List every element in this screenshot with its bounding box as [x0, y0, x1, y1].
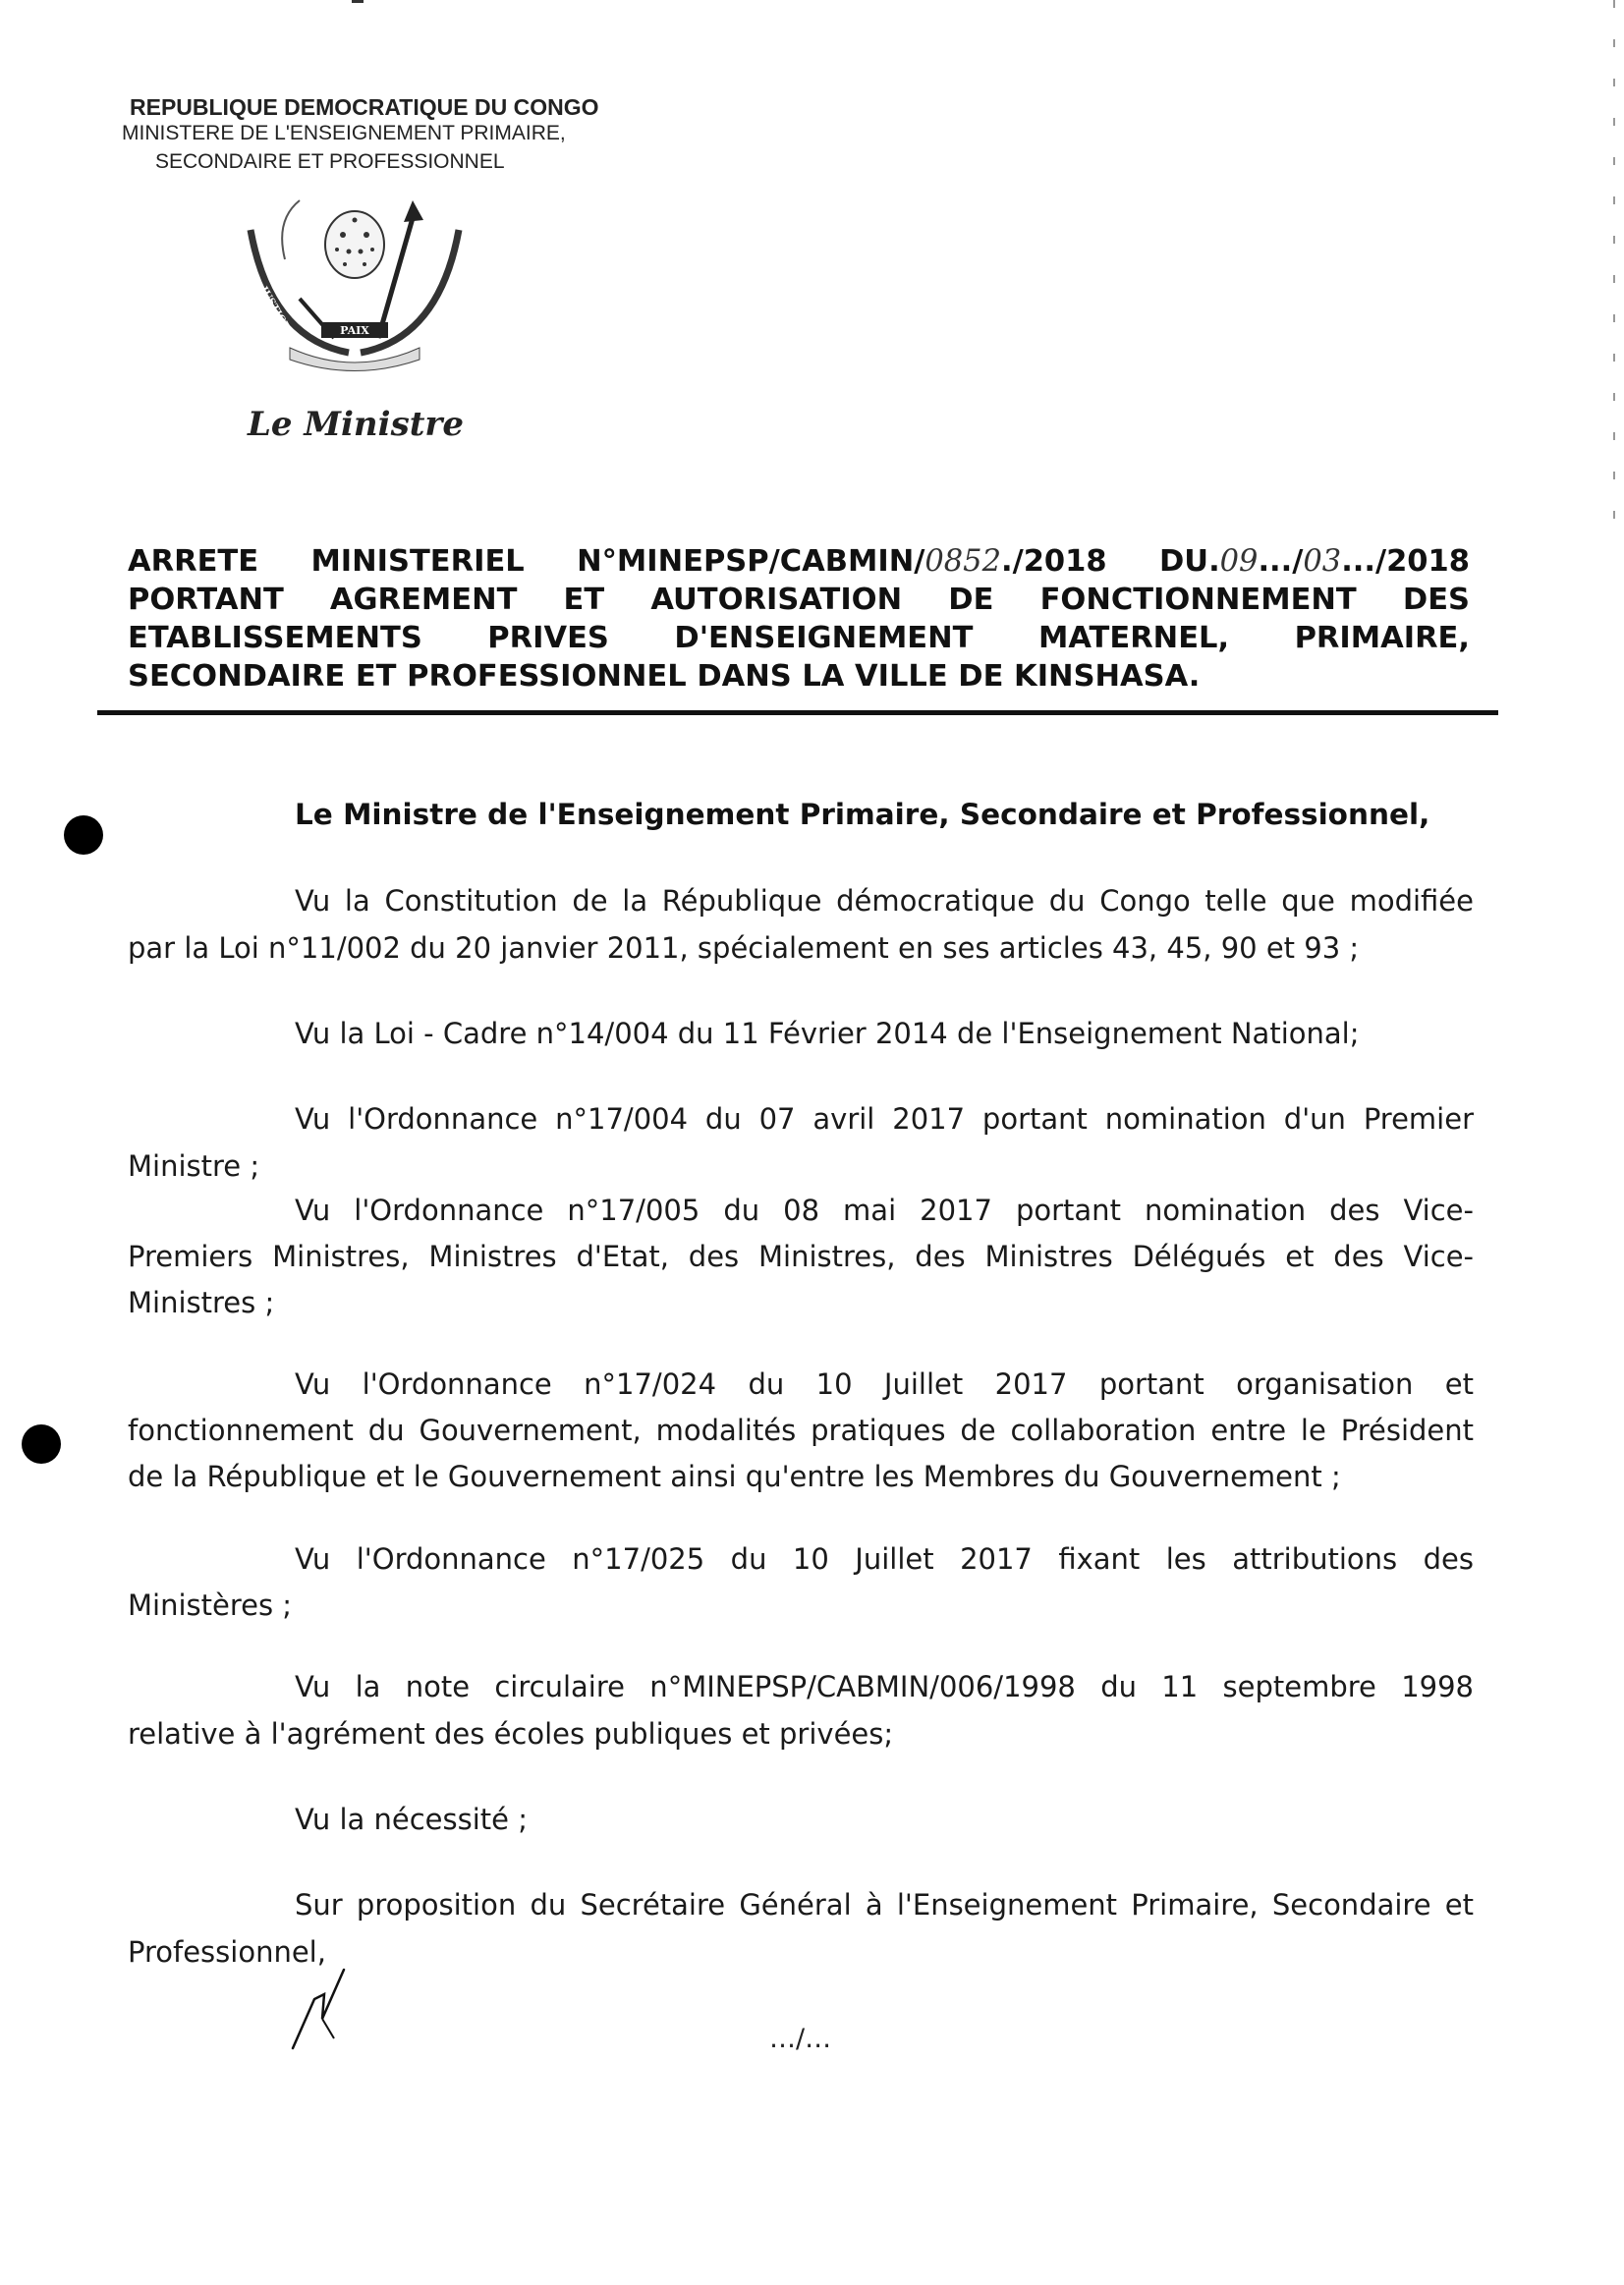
paragraph-line: relative à l'agrément des écoles publiques et privées;	[128, 1717, 894, 1751]
decree-word: FONCTIONNEMENT	[1039, 583, 1357, 617]
decree-word: D'ENSEIGNEMENT	[674, 621, 974, 655]
decree-word: MINISTERIEL	[310, 544, 525, 579]
paragraph-line: Vu l'Ordonnance n°17/024 du 10 Juillet 2017 portant organisation et	[295, 1367, 1474, 1401]
decree-title-line-3	[128, 621, 1470, 655]
paragraph-line: Vu la Constitution de la République démocratique du Congo telle que modifiée	[295, 884, 1474, 918]
decree-word: DES	[1402, 583, 1470, 617]
handwritten-initials	[285, 1945, 354, 2053]
header-ministry: MINISTERE DE L'ENSEIGNEMENT PRIMAIRE,	[122, 122, 566, 144]
emblem-motto-paix: PAIX	[340, 324, 369, 337]
paragraph-line: Vu l'Ordonnance n°17/025 du 10 Juillet 2017 fixant les attributions des	[295, 1542, 1474, 1576]
emblem-motto-travail: TRAVAIL	[425, 213, 460, 261]
subject-line: Le Ministre de l'Enseignement Primaire, Secondaire et Professionnel,	[295, 798, 1430, 831]
decree-number	[577, 544, 1107, 579]
paragraph-line: Vu l'Ordonnance n°17/004 du 07 avril 2017 portant nomination d'un Premier	[295, 1102, 1474, 1136]
header-ministry-cont: SECONDAIRE ET PROFESSIONNEL	[155, 150, 505, 173]
title-underline	[97, 710, 1498, 715]
paragraph-line: par la Loi n°11/002 du 20 janvier 2011, spécialement en ses articles 43, 45, 90 et 93 ;	[128, 931, 1360, 965]
paragraph-line: Vu la nécessité ;	[295, 1803, 528, 1836]
minister-heading: Le Ministre	[248, 405, 464, 444]
decree-title-line-2	[128, 583, 1470, 617]
paragraph-line: Premiers Ministres, Ministres d'Etat, des Ministres, des Ministres Délégués et des Vice-	[128, 1240, 1474, 1273]
emblem-motto-justice: JUSTICE	[257, 285, 292, 332]
header-country: REPUBLIQUE DEMOCRATIQUE DU CONGO	[130, 94, 599, 120]
decree-word: DE	[948, 583, 994, 617]
decree-title-line-4: SECONDAIRE ET PROFESSIONNEL DANS LA VILLE DE KINSHASA.	[128, 659, 1201, 694]
decree-date-year: .../2018	[1341, 544, 1470, 579]
decree-du: DU.	[1158, 544, 1220, 579]
scan-edge	[1613, 0, 1615, 550]
paragraph-line: Vu l'Ordonnance n°17/005 du 08 mai 2017 portant nomination des Vice-	[295, 1194, 1474, 1227]
paragraph-line: Professionnel,	[128, 1935, 326, 1969]
decree-date	[1159, 544, 1470, 579]
decree-year: ./2018	[1000, 544, 1107, 579]
handwritten-number: 0852	[924, 544, 1001, 579]
decree-sep: .../	[1258, 544, 1304, 579]
decree-word: PRIVES	[487, 621, 609, 655]
paragraph-line: Sur proposition du Secrétaire Général à l'Enseignement Primaire, Secondaire et	[295, 1888, 1474, 1922]
paragraph-line: Vu la note circulaire n°MINEPSP/CABMIN/006/1998 du 11 septembre 1998	[295, 1670, 1474, 1703]
paragraph-line: Ministères ;	[128, 1588, 293, 1622]
page-continuation: …/…	[769, 2024, 832, 2054]
decree-title-line-1	[128, 544, 1470, 579]
decree-word: ARRETE	[128, 544, 259, 579]
paragraph-line: fonctionnement du Gouvernement, modalités pratiques de collaboration entre le Président	[128, 1414, 1474, 1447]
decree-word: PORTANT	[128, 583, 284, 617]
decree-word: AUTORISATION	[650, 583, 903, 617]
coat-of-arms-emblem	[231, 191, 478, 377]
handwritten-day: 09	[1219, 544, 1259, 579]
paragraph-line: Ministres ;	[128, 1286, 275, 1319]
paragraph-line: Vu la Loi - Cadre n°14/004 du 11 Février 2014 de l'Enseignement National;	[295, 1017, 1360, 1050]
decree-word: AGREMENT	[329, 583, 518, 617]
paragraph-line: de la République et le Gouvernement ainsi qu'entre les Membres du Gouvernement ;	[128, 1460, 1341, 1493]
scan-mark	[352, 0, 364, 3]
paragraph-line: Ministre ;	[128, 1149, 260, 1183]
punch-hole	[22, 1424, 61, 1464]
decree-word: MATERNEL,	[1037, 621, 1230, 655]
decree-word: ETABLISSEMENTS	[128, 621, 422, 655]
handwritten-month: 03	[1303, 544, 1342, 579]
decree-ref: N°MINEPSP/CABMIN/	[577, 544, 925, 579]
decree-word: ET	[563, 583, 605, 617]
decree-word: PRIMAIRE,	[1294, 621, 1470, 655]
punch-hole	[64, 815, 103, 855]
